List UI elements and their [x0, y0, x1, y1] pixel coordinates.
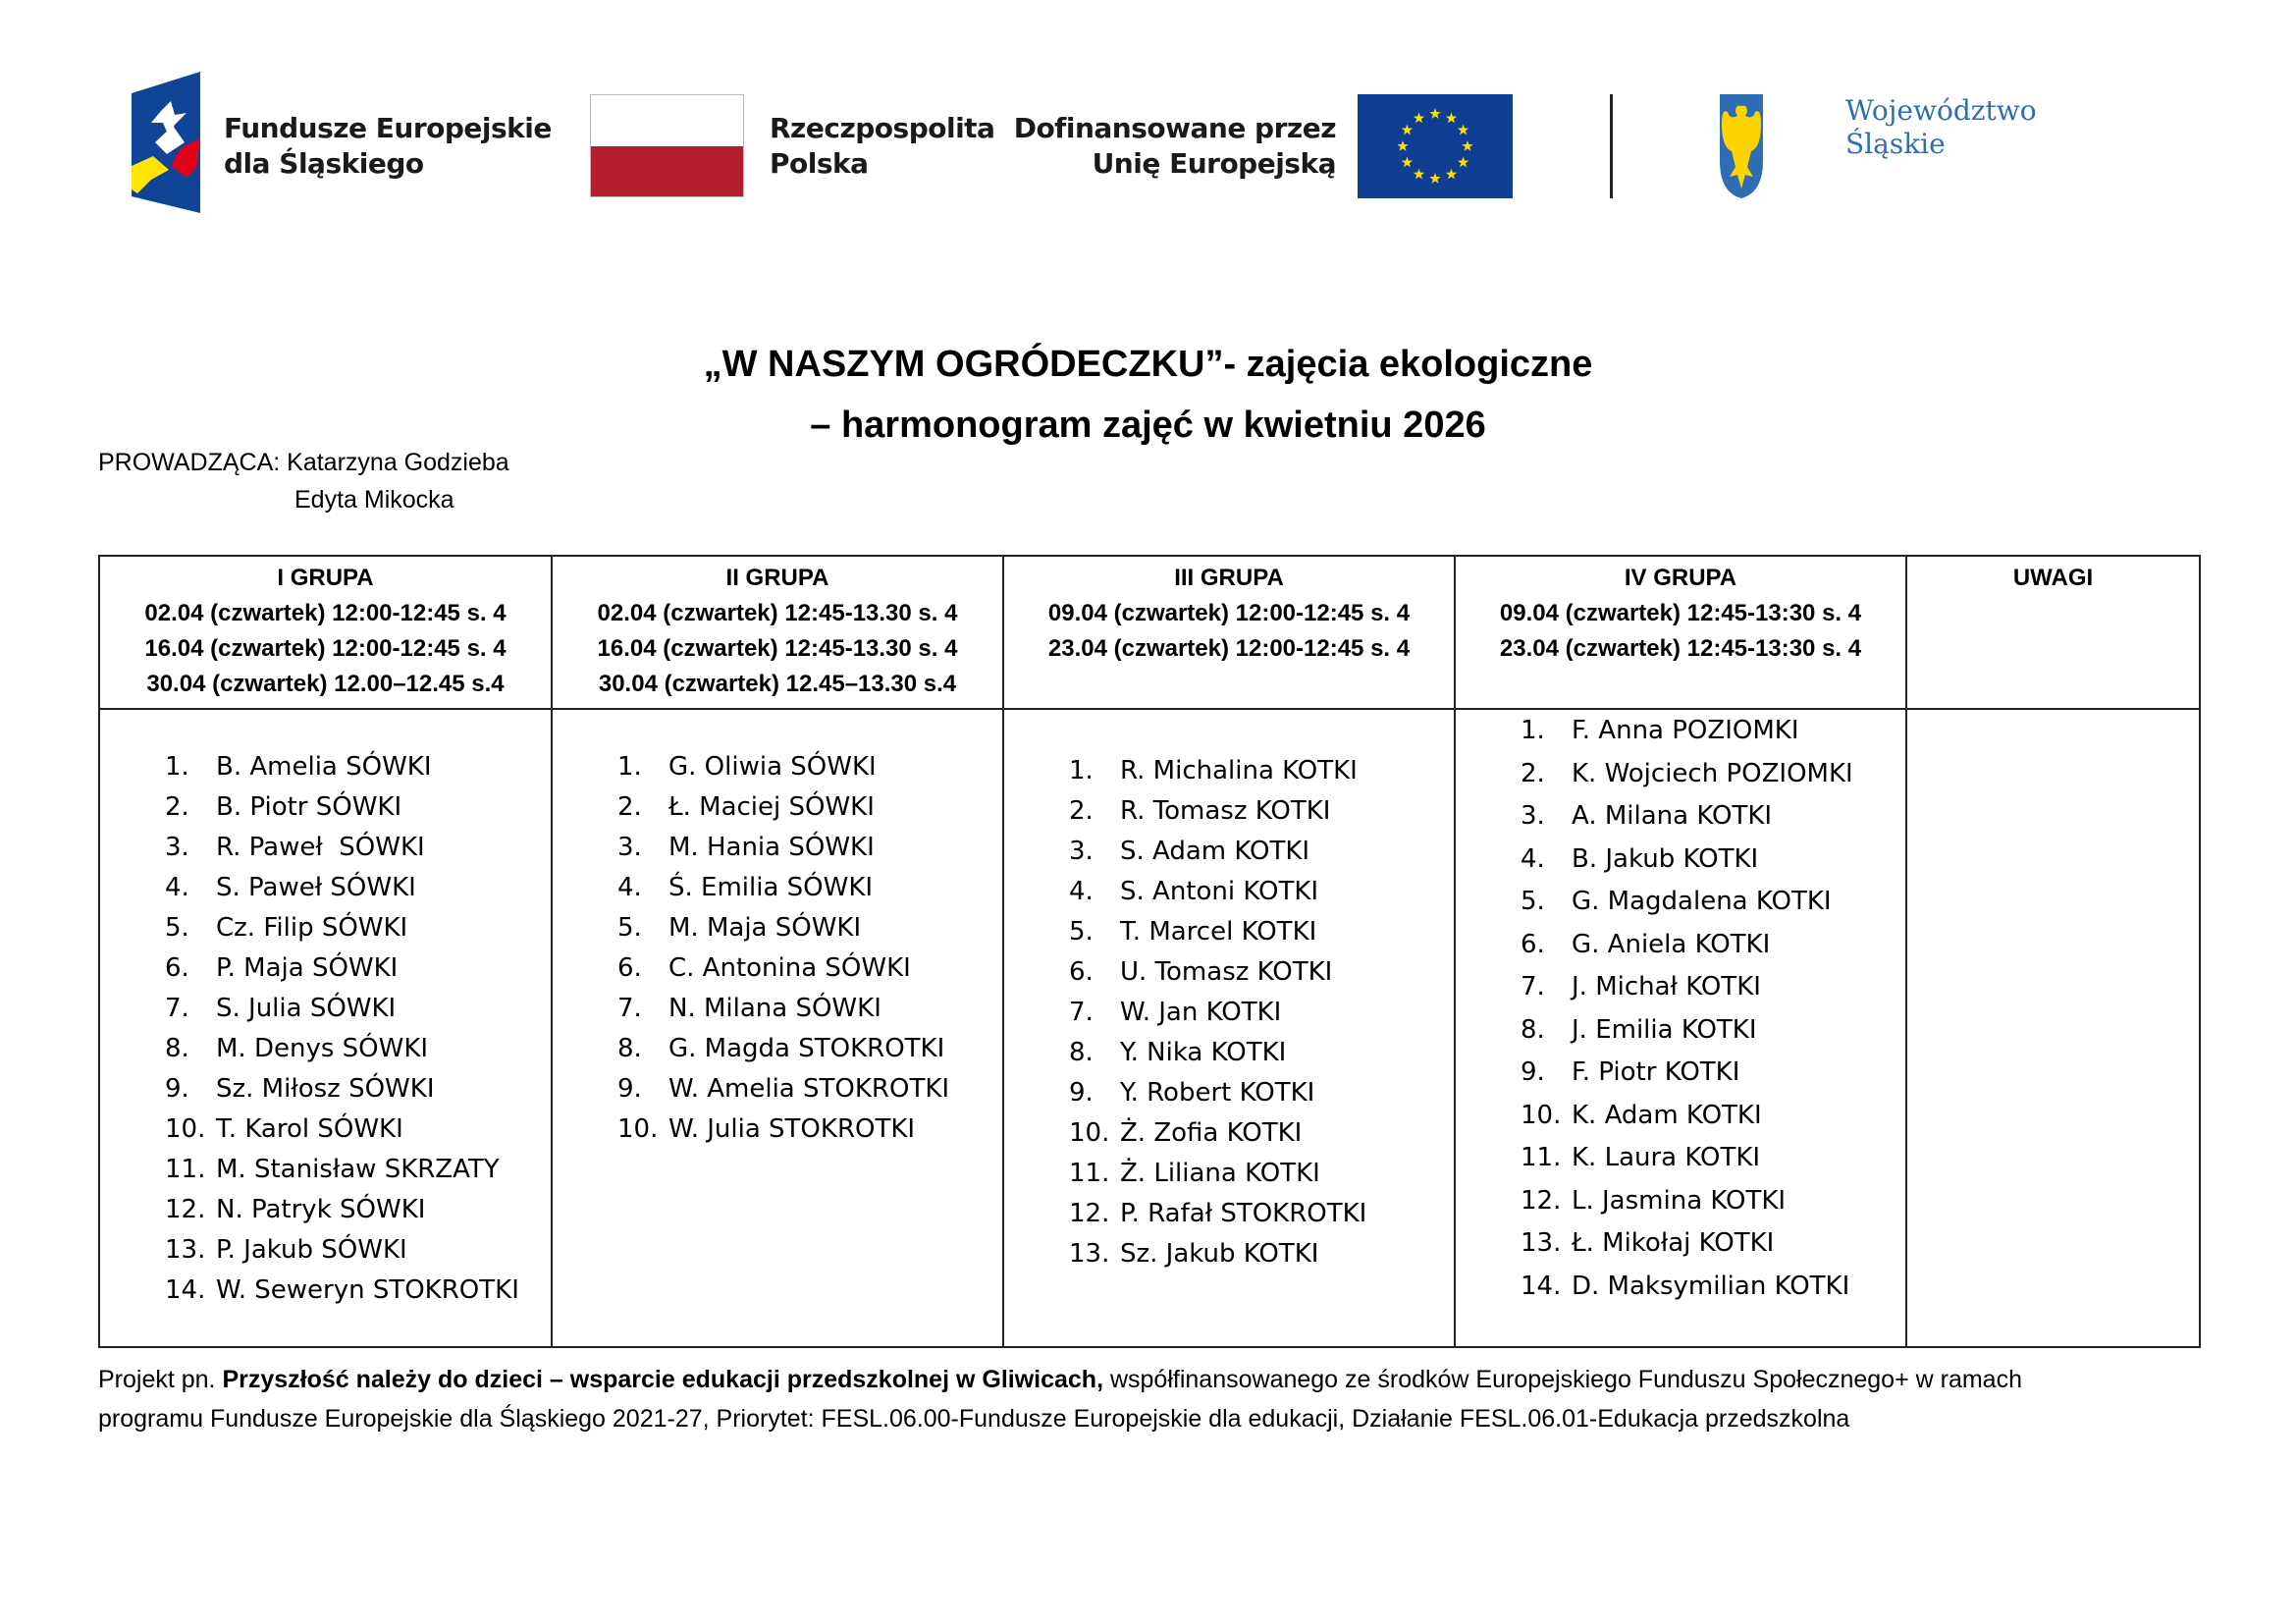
list-number: 6. — [1521, 929, 1545, 959]
list-number: 10. — [617, 1114, 659, 1144]
child-list-item — [617, 747, 1002, 787]
list-number: 1. — [1069, 756, 1094, 785]
child-list-item — [165, 1190, 551, 1230]
child-name: G. Magda STOKROTKI — [668, 1034, 945, 1063]
title-line-2: – harmonogram zajęć w kwietniu 2026 — [810, 405, 1486, 446]
list-number: 6. — [165, 953, 189, 983]
child-list-item — [1521, 1052, 1905, 1095]
silesia-logo-line2: Śląskie — [1845, 128, 1946, 160]
list-number: 7. — [1069, 998, 1094, 1027]
child-name: C. Antonina SÓWKI — [668, 953, 911, 983]
list-number: 12. — [1521, 1185, 1562, 1216]
list-number: 9. — [1521, 1057, 1545, 1087]
child-list-item — [617, 1069, 1002, 1110]
list-number: 6. — [617, 953, 642, 983]
notes-cell — [1906, 709, 2200, 1347]
child-list-item — [617, 989, 1002, 1029]
child-name: S. Paweł SÓWKI — [216, 873, 416, 902]
group-name: II GRUPA — [725, 565, 829, 591]
list-number: 1. — [165, 752, 189, 782]
list-number: 7. — [165, 994, 189, 1023]
list-number: 11. — [1521, 1143, 1562, 1172]
child-name: G. Magdalena KOTKI — [1572, 887, 1832, 916]
child-name: W. Seweryn STOKROTKI — [216, 1275, 519, 1305]
child-list-item — [165, 948, 551, 989]
list-number: 10. — [1069, 1118, 1110, 1148]
child-list-item — [1521, 753, 1905, 796]
list-number: 14. — [1521, 1271, 1562, 1301]
list-number: 2. — [1521, 758, 1545, 788]
list-number: 3. — [165, 833, 189, 862]
list-number: 5. — [1521, 887, 1545, 916]
child-list-item — [1521, 710, 1905, 753]
group-name: I GRUPA — [277, 565, 374, 591]
child-list-item — [1069, 791, 1454, 832]
child-name: D. Maksymilian KOTKI — [1572, 1271, 1850, 1301]
list-number: 6. — [1069, 957, 1094, 987]
child-name: B. Amelia SÓWKI — [216, 752, 432, 782]
fe-logo-line1: Fundusze Europejskie — [224, 112, 552, 144]
child-name: P. Rafał STOKROTKI — [1120, 1199, 1367, 1228]
child-list-item — [1521, 1137, 1905, 1180]
child-list-item — [165, 1271, 551, 1311]
child-list-item — [165, 787, 551, 828]
list-number: 5. — [165, 913, 189, 943]
children-list — [553, 710, 1002, 1150]
list-number: 2. — [617, 792, 642, 822]
child-list-item — [617, 828, 1002, 868]
child-list-item — [165, 1029, 551, 1069]
child-list-item — [1521, 1222, 1905, 1266]
child-list-item — [165, 1110, 551, 1150]
child-list-item — [1069, 832, 1454, 872]
children-list — [100, 710, 551, 1311]
child-list-item — [1521, 795, 1905, 839]
footer-line-2: programu Fundusze Europejskie dla Śląskiego 2021-27, Priorytet: FESL.06.00-Fundusze Europejskie dla edukacji, Działanie FESL.06.01-Edukacja przedszkolna — [98, 1405, 1850, 1433]
table-header-row — [99, 556, 2200, 709]
child-name: W. Amelia STOKROTKI — [668, 1074, 950, 1104]
group-header-1 — [99, 556, 552, 709]
list-number: 10. — [1521, 1100, 1562, 1130]
children-list — [1456, 710, 1905, 1308]
project-name: Przyszłość należy do dzieci – wsparcie edukacji przedszkolnej w Gliwicach, — [222, 1366, 1104, 1393]
logo-divider — [1610, 94, 1613, 198]
child-name: L. Jasmina KOTKI — [1572, 1185, 1787, 1216]
notes-header-label: UWAGI — [2012, 565, 2094, 591]
child-list-item — [617, 868, 1002, 908]
child-list-item — [165, 1230, 551, 1271]
list-number: 13. — [165, 1235, 206, 1265]
instructor-name: Katarzyna Godzieba — [287, 449, 509, 476]
list-number: 7. — [1521, 972, 1545, 1001]
child-list-item — [1521, 1180, 1905, 1223]
child-name: M. Maja SÓWKI — [668, 913, 862, 943]
child-name: Ł. Mikołaj KOTKI — [1572, 1228, 1775, 1258]
list-number: 12. — [165, 1195, 206, 1224]
group-header-4 — [1455, 556, 1906, 709]
child-name: P. Maja SÓWKI — [216, 953, 399, 983]
logo-bar — [0, 0, 2296, 226]
list-number: 4. — [1069, 877, 1094, 906]
child-name: W. Jan KOTKI — [1120, 998, 1282, 1027]
list-number: 4. — [1521, 843, 1545, 874]
child-list-item — [1069, 952, 1454, 993]
silesia-logo-line1: Województwo — [1845, 94, 2037, 127]
list-number: 8. — [1069, 1038, 1094, 1067]
list-number: 2. — [165, 792, 189, 822]
list-number: 3. — [1521, 801, 1545, 831]
notes-header — [1906, 556, 2200, 709]
child-name: R. Michalina KOTKI — [1120, 756, 1358, 785]
child-name: A. Milana KOTKI — [1572, 801, 1773, 831]
session-time: 09.04 (czwartek) 12:45-13:30 s. 4 — [1499, 600, 1862, 626]
eu-flag-icon — [1358, 94, 1513, 198]
list-number: 8. — [1521, 1014, 1545, 1045]
child-list-item — [165, 1150, 551, 1190]
session-time: 16.04 (czwartek) 12:00-12:45 s. 4 — [144, 635, 507, 662]
fe-logo-text — [224, 111, 552, 182]
child-name: G. Oliwia SÓWKI — [668, 752, 877, 782]
child-name: B. Jakub KOTKI — [1572, 843, 1759, 874]
child-list-item — [165, 989, 551, 1029]
child-name: F. Piotr KOTKI — [1572, 1057, 1740, 1087]
poland-logo-text — [770, 111, 994, 182]
child-name: G. Aniela KOTKI — [1572, 929, 1771, 959]
child-name: Ł. Maciej SÓWKI — [668, 792, 875, 822]
child-list-item — [1069, 1194, 1454, 1234]
group-header-2 — [552, 556, 1003, 709]
child-list-item — [1521, 966, 1905, 1009]
session-time: 23.04 (czwartek) 12:00-12:45 s. 4 — [1047, 635, 1411, 662]
list-number: 9. — [165, 1074, 189, 1104]
child-name: Ż. Liliana KOTKI — [1120, 1159, 1320, 1188]
child-list-item — [1069, 1154, 1454, 1194]
list-number: 4. — [165, 873, 189, 902]
instructors — [98, 444, 509, 481]
list-number: 5. — [617, 913, 642, 943]
child-list-item — [1521, 839, 1905, 882]
schedule-table — [98, 555, 2201, 1348]
list-number: 11. — [1069, 1159, 1110, 1188]
list-number: 9. — [617, 1074, 642, 1104]
eu-logo-line1: Dofinansowane przez — [1013, 112, 1336, 144]
polish-flag-icon — [590, 94, 744, 197]
eu-logo-line2: Unię Europejską — [1092, 147, 1336, 180]
child-name: B. Piotr SÓWKI — [216, 792, 402, 822]
child-list-item — [1521, 924, 1905, 967]
child-name: W. Julia STOKROTKI — [668, 1114, 916, 1144]
document-title — [0, 342, 2296, 448]
child-name: T. Karol SÓWKI — [216, 1114, 403, 1144]
fe-logo-line2: dla Śląskiego — [224, 147, 424, 180]
child-list-item — [1521, 1095, 1905, 1138]
list-number: 3. — [1069, 837, 1094, 866]
list-number: 2. — [1069, 796, 1094, 826]
group-1-children — [99, 709, 552, 1347]
child-list-item — [165, 908, 551, 948]
child-name: S. Julia SÓWKI — [216, 994, 397, 1023]
list-number: 14. — [165, 1275, 206, 1305]
child-list-item — [1069, 751, 1454, 791]
list-number: 8. — [165, 1034, 189, 1063]
child-name: Ż. Zofia KOTKI — [1120, 1118, 1303, 1148]
child-list-item — [1069, 1234, 1454, 1274]
child-name: Sz. Jakub KOTKI — [1120, 1239, 1319, 1269]
child-list-item — [1069, 1033, 1454, 1073]
list-number: 11. — [165, 1155, 206, 1184]
table-body-row — [99, 709, 2200, 1347]
children-list — [1004, 710, 1454, 1274]
poland-logo-line1: Rzeczpospolita — [770, 112, 995, 144]
list-number: 4. — [617, 873, 642, 902]
child-name: F. Anna POZIOMKI — [1572, 716, 1799, 745]
child-name: K. Wojciech POZIOMKI — [1572, 758, 1853, 788]
child-name: Y. Robert KOTKI — [1120, 1078, 1315, 1108]
child-name: N. Patryk SÓWKI — [216, 1195, 426, 1224]
child-name: M. Stanisław SKRZATY — [216, 1155, 500, 1184]
group-header-3 — [1003, 556, 1455, 709]
footer-funding-text: współfinansowanego ze środków Europejskiego Funduszu Społecznego+ w ramach — [1103, 1366, 2022, 1393]
child-name: P. Jakub SÓWKI — [216, 1235, 407, 1265]
child-list-item — [165, 1069, 551, 1110]
child-name: N. Milana SÓWKI — [668, 994, 881, 1023]
list-number: 13. — [1069, 1239, 1110, 1269]
child-name: J. Michał KOTKI — [1572, 972, 1761, 1001]
instructor-name: Edyta Mikocka — [294, 486, 454, 514]
child-list-item — [1521, 1009, 1905, 1053]
child-list-item — [617, 948, 1002, 989]
list-number: 12. — [1069, 1199, 1110, 1228]
child-list-item — [617, 1029, 1002, 1069]
session-time: 23.04 (czwartek) 12:45-13:30 s. 4 — [1499, 635, 1862, 662]
list-number: 10. — [165, 1114, 206, 1144]
session-time: 30.04 (czwartek) 12.45–13.30 s.4 — [598, 671, 957, 697]
child-name: S. Antoni KOTKI — [1120, 877, 1319, 906]
child-list-item — [1069, 1073, 1454, 1113]
session-time: 02.04 (czwartek) 12:45-13.30 s. 4 — [597, 600, 958, 626]
group-name: IV GRUPA — [1624, 565, 1737, 591]
child-name: Ś. Emilia SÓWKI — [668, 873, 874, 902]
child-list-item — [617, 908, 1002, 948]
list-number: 8. — [617, 1034, 642, 1063]
child-name: T. Marcel KOTKI — [1120, 917, 1317, 947]
session-time: 30.04 (czwartek) 12.00–12.45 s.4 — [146, 671, 505, 697]
child-name: R. Paweł SÓWKI — [216, 833, 425, 862]
child-list-item — [165, 868, 551, 908]
child-name: Cz. Filip SÓWKI — [216, 913, 408, 943]
title-line-1: „W NASZYM OGRÓDECZKU”- zajęcia ekologiczne — [703, 344, 1593, 385]
session-time: 16.04 (czwartek) 12:45-13.30 s. 4 — [597, 635, 958, 662]
child-list-item — [165, 747, 551, 787]
list-number: 9. — [1069, 1078, 1094, 1108]
child-list-item — [1521, 881, 1905, 924]
child-list-item — [617, 787, 1002, 828]
child-name: K. Laura KOTKI — [1572, 1143, 1761, 1172]
group-2-children — [552, 709, 1003, 1347]
list-number: 3. — [617, 833, 642, 862]
silesia-logo-text — [1845, 94, 2037, 161]
list-number: 5. — [1069, 917, 1094, 947]
child-name: Y. Nika KOTKI — [1120, 1038, 1287, 1067]
session-time: 02.04 (czwartek) 12:00-12:45 s. 4 — [144, 600, 507, 626]
list-number: 13. — [1521, 1228, 1562, 1258]
footer-prefix: Projekt pn. — [98, 1366, 223, 1393]
child-list-item — [1521, 1266, 1905, 1309]
instructors-second — [294, 481, 454, 518]
child-name: Sz. Miłosz SÓWKI — [216, 1074, 435, 1104]
fe-star-flag-icon — [132, 72, 206, 213]
eu-logo-text — [1014, 111, 1336, 182]
instructors-label: PROWADZĄCA: — [98, 449, 281, 476]
poland-logo-line2: Polska — [770, 147, 869, 180]
group-3-children — [1003, 709, 1455, 1347]
child-name: R. Tomasz KOTKI — [1120, 796, 1331, 826]
child-list-item — [617, 1110, 1002, 1150]
child-list-item — [1069, 872, 1454, 912]
list-number: 7. — [617, 994, 642, 1023]
child-name: J. Emilia KOTKI — [1572, 1014, 1757, 1045]
project-footer — [98, 1360, 2218, 1438]
list-number: 1. — [617, 752, 642, 782]
session-time: 09.04 (czwartek) 12:00-12:45 s. 4 — [1047, 600, 1411, 626]
child-list-item — [1069, 993, 1454, 1033]
child-name: S. Adam KOTKI — [1120, 837, 1310, 866]
child-list-item — [1069, 1113, 1454, 1154]
group-name: III GRUPA — [1174, 565, 1284, 591]
child-name: K. Adam KOTKI — [1572, 1100, 1762, 1130]
child-list-item — [1069, 912, 1454, 952]
child-list-item — [165, 828, 551, 868]
silesian-eagle-icon — [1720, 94, 1763, 198]
footer-line-1 — [98, 1360, 2218, 1399]
group-4-children — [1455, 709, 1906, 1347]
list-number: 1. — [1521, 716, 1545, 745]
child-name: M. Hania SÓWKI — [668, 833, 875, 862]
child-name: M. Denys SÓWKI — [216, 1034, 429, 1063]
child-name: U. Tomasz KOTKI — [1120, 957, 1333, 987]
